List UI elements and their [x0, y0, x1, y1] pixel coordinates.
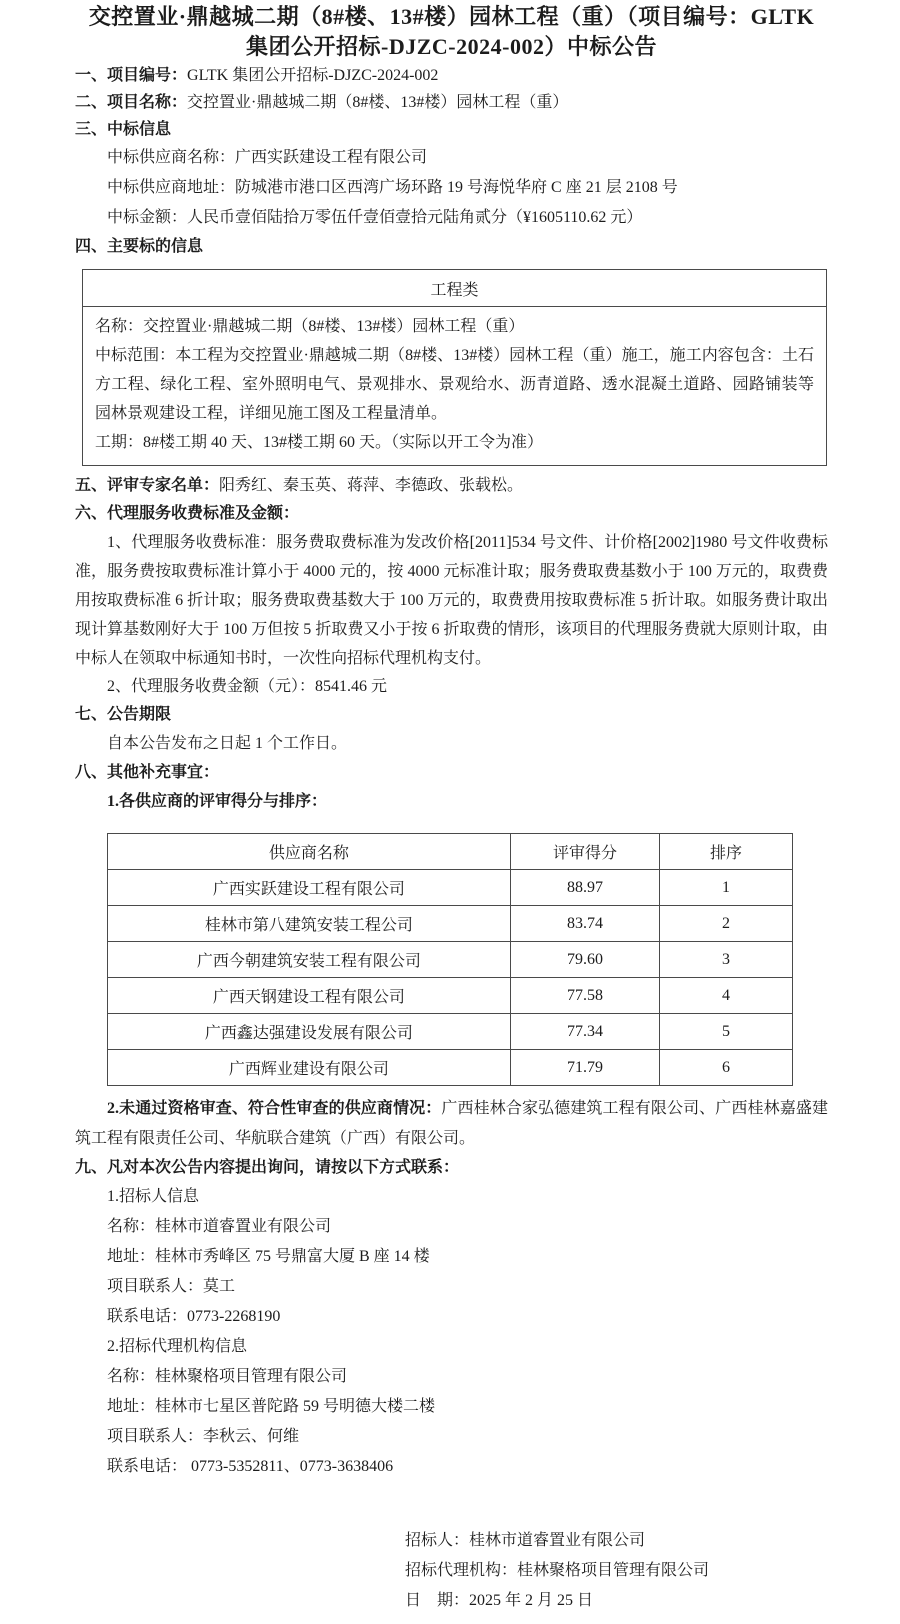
score-cell: 77.34: [510, 1014, 659, 1050]
tenderer-name-line: 名称：桂林市道睿置业有限公司: [107, 1218, 332, 1235]
table-row: [108, 870, 793, 906]
agency-phone-line: 联系电话： 0773-5352811、0773-3638406: [107, 1458, 394, 1475]
rank-cell: 1: [660, 870, 793, 906]
experts-line: [75, 472, 828, 500]
agency-info-title: 2.招标代理机构信息: [107, 1338, 248, 1355]
unqualified-suppliers-paragraph: [75, 1094, 828, 1154]
subject-table-header: 工程类: [83, 270, 827, 307]
table-row: [108, 1050, 793, 1086]
score-cell: 79.60: [510, 942, 659, 978]
tenderer-address-line: 地址：桂林市秀峰区 75 号鼎富大厦 B 座 14 楼: [107, 1248, 430, 1265]
section-heading-other-matters: 八、其他补充事宜：: [75, 764, 220, 781]
unqualified-suppliers-label: 2.未通过资格审查、符合性审查的供应商情况：: [107, 1100, 442, 1117]
score-cell: 83.74: [510, 906, 659, 942]
page-title: 交控置业·鼎越城二期（8#楼、13#楼）园林工程（重）（项目编号：GLTK 集团公开招标-DJZC-2024-002）中标公告: [88, 4, 815, 59]
section-heading-contact: 九、凡对本次公告内容提出询问，请按以下方式联系：: [75, 1159, 460, 1176]
signature-agency-line: 招标代理机构：桂林聚格项目管理有限公司: [405, 1562, 710, 1579]
project-number-line: [75, 62, 828, 89]
project-name-label: 二、项目名称：: [75, 94, 188, 111]
section-heading-notice-period: 七、公告期限: [75, 706, 172, 723]
table-row: [108, 1014, 793, 1050]
table-row: [108, 906, 793, 942]
winner-address-label: 中标供应商地址：: [107, 179, 236, 196]
tenderer-phone-line: 联系电话：0773-2268190: [107, 1308, 281, 1325]
tenderer-contact-person-line: 项目联系人：莫工: [107, 1278, 236, 1295]
project-name-value: 交控置业·鼎越城二期（8#楼、13#楼）园林工程（重）: [187, 94, 569, 111]
subject-table-header-row: [83, 270, 827, 307]
subject-table-body-row: [83, 307, 827, 466]
subject-duration-text: 工期：8#楼工期 40 天、13#楼工期 60 天。（实际以开工令为准）: [95, 434, 544, 451]
score-ranking-label: 1.各供应商的评审得分与排序：: [107, 793, 328, 810]
agency-contact-person-line: 项目联系人：李秋云、何维: [107, 1428, 300, 1445]
agency-address-line: 地址：桂林市七星区普陀路 59 号明德大楼二楼: [107, 1398, 436, 1415]
subject-table-body-cell: [83, 307, 827, 466]
rank-cell: 3: [660, 942, 793, 978]
winner-name-value: 广西实跃建设工程有限公司: [235, 149, 428, 166]
score-cell: 88.97: [510, 870, 659, 906]
rank-cell: 4: [660, 978, 793, 1014]
project-number-value: GLTK 集团公开招标-DJZC-2024-002: [187, 67, 439, 84]
tenderer-info-title: 1.招标人信息: [107, 1188, 200, 1205]
award-amount-line: [75, 203, 828, 233]
project-number-label: 一、项目编号：: [75, 67, 188, 84]
score-table-col-rank: 排序: [660, 834, 793, 870]
winner-address-line: [75, 173, 828, 203]
award-amount-label: 中标金额：: [107, 209, 188, 226]
supplier-name-cell: 广西天钢建设工程有限公司: [108, 978, 511, 1014]
subject-info-table: [82, 269, 827, 466]
score-cell: 71.79: [510, 1050, 659, 1086]
subject-name-text: 名称：交控置业·鼎越城二期（8#楼、13#楼）园林工程（重）: [95, 318, 525, 335]
score-table: [107, 833, 793, 1086]
agency-fee-amount-line: 2、代理服务收费金额（元）：8541.46 元: [107, 678, 388, 695]
agency-fee-standard-paragraph: 1、代理服务收费标准：服务费取费标准为发改价格[2011]534 号文件、计价格[2002]1980 号文件收费标准，服务费按取费标准计算小于 4000 元的，按 4000 元标准计取；服务费取费基数小于 100 万元的，取费费用按取费标准 6 折计取；服务费取费基数大于 100 万元的，取费费用按取费标准 5 折计取。如服务费计取出现计算基数刚好大于 100 万但按 5 折取费又小于按 6 折取费的情形，该项目的代理服务费就大原则计取，由中标人在领取中标通知书时，一次性向招标代理机构支付。: [75, 534, 828, 667]
section-heading-award-info: 三、中标信息: [75, 121, 172, 138]
agency-name-line: 名称：桂林聚格项目管理有限公司: [107, 1368, 348, 1385]
unqualified-suppliers-text: 广西桂林合家弘德建筑工程有限公司、广西桂林嘉盛建筑工程有限责任公司、华航联合建筑（广西）有限公司。: [75, 1100, 828, 1147]
score-cell: 77.58: [510, 978, 659, 1014]
score-table-col-score: 评审得分: [510, 834, 659, 870]
experts-value: 阳秀红、秦玉英、蒋萍、李德政、张载松。: [219, 477, 524, 494]
supplier-name-cell: 广西今朝建筑安装工程有限公司: [108, 942, 511, 978]
supplier-name-cell: 广西实跃建设工程有限公司: [108, 870, 511, 906]
signature-block: [405, 1526, 828, 1616]
supplier-name-cell: 广西鑫达强建设发展有限公司: [108, 1014, 511, 1050]
supplier-name-cell: 桂林市第八建筑安装工程公司: [108, 906, 511, 942]
contact-info-block: [75, 1182, 828, 1482]
winner-name-label: 中标供应商名称：: [107, 149, 236, 166]
signature-tenderer-line: 招标人：桂林市道睿置业有限公司: [405, 1532, 646, 1549]
section-heading-subject-info: 四、主要标的信息: [75, 238, 204, 255]
rank-cell: 5: [660, 1014, 793, 1050]
score-table-header-row: [108, 834, 793, 870]
supplier-name-cell: 广西辉业建设有限公司: [108, 1050, 511, 1086]
award-amount-value: 人民币壹佰陆拾万零伍仟壹佰壹拾元陆角贰分（¥1605110.62 元）: [187, 209, 643, 226]
score-table-col-supplier: 供应商名称: [108, 834, 511, 870]
table-row: [108, 978, 793, 1014]
experts-label: 五、评审专家名单：: [75, 477, 220, 494]
notice-period-text: 自本公告发布之日起 1 个工作日。: [107, 735, 348, 752]
table-row: [108, 942, 793, 978]
rank-cell: 6: [660, 1050, 793, 1086]
winner-name-line: [75, 143, 828, 173]
signature-date-line: 日 期：2025 年 2 月 25 日: [405, 1592, 594, 1609]
subject-scope-text: 中标范围：本工程为交控置业·鼎越城二期（8#楼、13#楼）园林工程（重）施工，施工内容包含：土石方工程、绿化工程、室外照明电气、景观排水、景观给水、沥青道路、透水混凝土道路、园路铺装等园林景观建设工程，详细见施工图及工程量清单。: [95, 347, 814, 422]
rank-cell: 2: [660, 906, 793, 942]
section-heading-agency-fee: 六、代理服务收费标准及金额：: [75, 505, 300, 522]
winner-address-value: 防城港市港口区西湾广场环路 19 号海悦华府 C 座 21 层 2108 号: [235, 179, 678, 196]
project-name-line: [75, 89, 828, 116]
